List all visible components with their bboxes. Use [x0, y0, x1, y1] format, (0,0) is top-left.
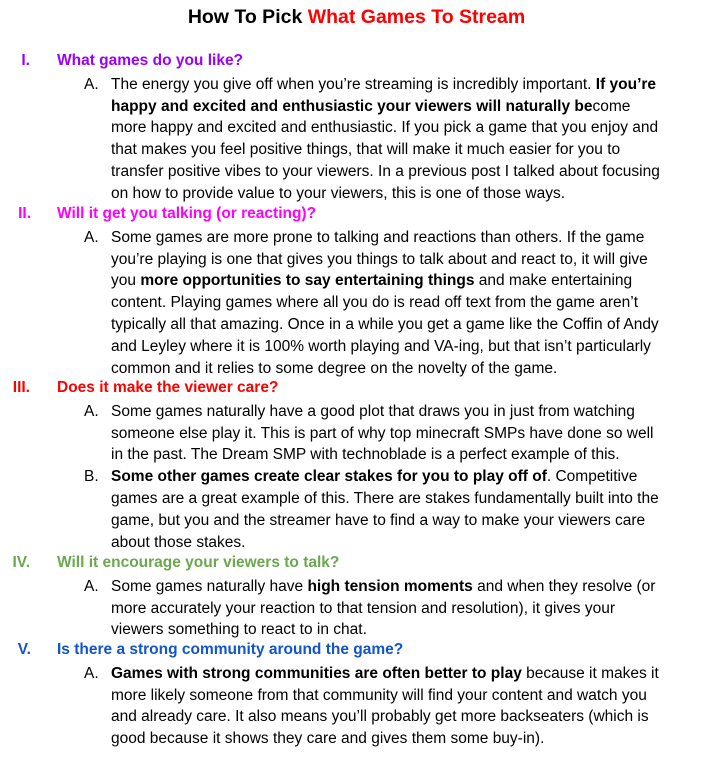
item-paragraph: [111, 576, 705, 641]
text-line: Some games naturally have a good plot that draws you in just from watching: [111, 402, 635, 420]
section-numeral: III.: [12, 379, 30, 396]
text-line: happy and excited and enthusiastic your viewers will naturally become: [111, 97, 631, 115]
item-letter: A.: [84, 228, 99, 246]
item-paragraph: [111, 74, 705, 205]
item-letter: A.: [84, 577, 99, 595]
section-numeral: V.: [17, 641, 31, 658]
text-line: viewers something to react to in chat.: [111, 621, 367, 639]
text-line: and Leyley where it is 100% worth playing and VA-ing, but that isn’t particularly: [111, 337, 651, 355]
text-line: that makes you feel positive things, that will make it much easier for you to: [111, 141, 621, 159]
bold-phrase: Games with strong communities are often better to play: [111, 664, 522, 682]
text-line: more likely someone from that community will find your content and watch you: [111, 686, 647, 704]
section-heading: Is there a strong community around the game?: [57, 641, 404, 658]
text-line: transfer positive vibes to your viewers. In a previous post I talked about focusing: [111, 162, 660, 180]
text-line: The energy you give off when you’re streaming is incredibly important. If you’re: [111, 75, 657, 93]
section-heading: Will it encourage your viewers to talk?: [57, 554, 340, 571]
section-numeral: II.: [18, 205, 31, 222]
text-line: common and it relies to some degree on the novelty of the game.: [111, 359, 558, 377]
text-line: and already care. It also means you’ll probably get more backseaters (which is: [111, 708, 649, 726]
bold-phrase: high tension moments: [307, 577, 473, 595]
text-line: Games with strong communities are often better to play because it makes it: [111, 664, 659, 682]
item-letter: A.: [84, 75, 99, 93]
text-line: you’re playing is one that gives you things to talk about and react to, it will give: [111, 250, 648, 268]
text-line: more accurately your reaction to that tension and resolution), it gives your: [111, 599, 616, 617]
item-paragraph: [111, 663, 705, 750]
title-part-1: How To Pick: [187, 6, 308, 28]
section-numeral: IV.: [12, 554, 30, 571]
text-line: in the past. The Dream SMP with technoblade is a perfect example of this.: [111, 446, 620, 464]
item-letter: B.: [84, 468, 99, 486]
text-line: good because it shows they care and gives them some buy-in).: [111, 730, 545, 748]
text-line: more happy and excited and enthusiastic. If you pick a game that you enjoy and: [111, 119, 659, 137]
section-heading: What games do you like?: [57, 52, 244, 69]
title-part-2: What Games To Stream: [307, 6, 526, 28]
bold-phrase: happy and excited and enthusiastic your viewers will naturally be: [111, 97, 593, 115]
text-line: typically all that amazing. Once in a while you get a game like the Coffin of Andy: [111, 315, 659, 333]
text-line: Some other games create clear stakes for you to play off of. Competitive: [111, 468, 638, 486]
item-paragraph: [111, 401, 705, 466]
bold-phrase: If you’re: [595, 75, 657, 93]
page-title: [0, 5, 713, 29]
text-line: you more opportunities to say entertaining things and make entertaining: [111, 272, 633, 290]
text-line: game, but you and the streamer have to find a way to make your viewers care: [111, 511, 646, 529]
text-line: content. Playing games where all you do is read off text from the game aren’t: [111, 294, 638, 312]
item-paragraph: [111, 466, 705, 553]
item-paragraph: [111, 227, 705, 380]
section-heading: Does it make the viewer care?: [57, 379, 279, 396]
text-line: Some games are more prone to talking and reactions than others. If the game: [111, 228, 645, 246]
text-line: about those stakes.: [111, 533, 246, 551]
bold-phrase: Some other games create clear stakes for you to play off of: [111, 468, 547, 486]
text-line: on how to provide value to your viewers, this is one of those ways.: [111, 184, 566, 202]
bold-phrase: more opportunities to say entertaining things: [140, 272, 475, 290]
text-line: Some games naturally have high tension moments and when they resolve (or: [111, 577, 656, 595]
text-line: games are a great example of this. There are stakes fundamentally built into the: [111, 489, 659, 507]
item-letter: A.: [84, 402, 99, 420]
text-line: someone else play it. This is part of why top minecraft SMPs have done so well: [111, 424, 654, 442]
item-letter: A.: [84, 664, 99, 682]
section-numeral: I.: [21, 52, 30, 69]
section-heading: Will it get you talking (or reacting)?: [57, 205, 317, 222]
